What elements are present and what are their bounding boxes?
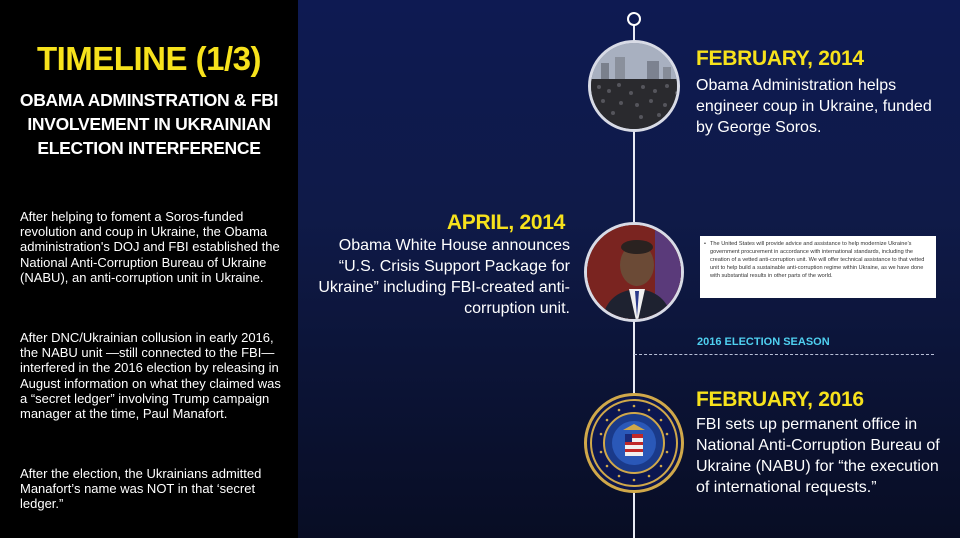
election-season-divider — [634, 354, 934, 355]
paragraph-soros-coup: After helping to foment a Soros-funded revolution and coup in Ukraine, the Obama administration's DOJ and FBI established the National Anti-Corruption Bureau of Ukraine (NABU), an anti-corruption unit in Ukraine. — [20, 209, 280, 285]
event-date-feb-2016: FEBRUARY, 2016 — [696, 388, 864, 411]
timeline-title: TIMELINE (1/3) — [36, 40, 262, 77]
timeline-start-dot — [627, 12, 641, 26]
policy-quote-text: The United States will provide advice and assistance to help modernize Ukraine’s government procurement in accordance with international standards, including the creation of a vetted anti-corruption unit. We will offer technical assistance to that vetted unit to help build a sustainable anti-corruption regime within Ukraine, as we have done with substantial results in other parts of the world. — [710, 241, 925, 279]
portrait-photo — [584, 222, 684, 322]
event-desc-feb-2014: Obama Administration helps engineer coup in Ukraine, funded by George Soros. — [696, 77, 932, 136]
event-desc-apr-2014: Obama White House announces “U.S. Crisis Support Package for Ukraine” including FBI-created anti-corruption unit. — [318, 237, 570, 317]
election-season-label: 2016 ELECTION SEASON — [697, 336, 830, 348]
event-desc-feb-2016: FBI sets up permanent office in National Anti-Corruption Bureau of Ukraine (NABU) for “the execution of international requests.” — [696, 416, 940, 496]
fbi-seal — [584, 393, 684, 493]
event-date-apr-2014: APRIL, 2014 — [446, 211, 565, 234]
paragraph-dnc-collusion: After DNC/Ukrainian collusion in early 2016, the NABU unit —still connected to the FBI—interfered in the 2016 election by releasing in August information on what they claimed was a “secret ledger” involving Trump campaign manager at the time, Paul Manafort. — [20, 330, 281, 422]
quote-bullet: • — [704, 241, 706, 247]
event-date-feb-2014: FEBRUARY, 2014 — [696, 47, 864, 70]
timeline-subtitle: OBAMA ADMINSTRATION & FBI INVOLVEMENT IN UKRAINIAN ELECTION INTERFERENCE — [19, 90, 279, 158]
paragraph-after-election: After the election, the Ukrainians admitted Manafort’s name was NOT in that ‘secret ledger.” — [20, 466, 262, 512]
policy-quote-box — [700, 236, 936, 298]
protest-crowd-photo — [588, 40, 680, 132]
left-panel — [0, 0, 298, 538]
